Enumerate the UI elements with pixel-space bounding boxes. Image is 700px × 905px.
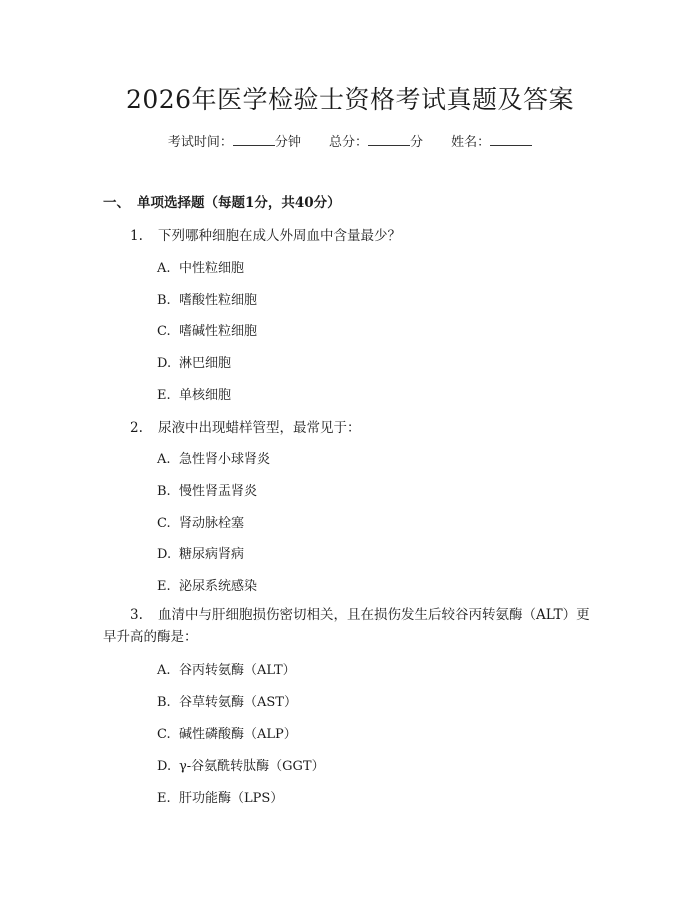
option-text: 肝功能酶（LPS）: [179, 791, 284, 806]
option-2a: [157, 448, 270, 467]
page-title: 2026年医学检验士资格考试真题及答案: [125, 85, 575, 114]
section-title: 单项选择题（每题1分，共40分）: [137, 195, 341, 211]
option-text: 泌尿系统感染: [179, 579, 258, 594]
option-text: 糖尿病肾病: [179, 547, 245, 562]
option-text: γ-谷氨酰转肽酶（GGT）: [179, 759, 325, 774]
option-text: 慢性肾盂肾炎: [179, 484, 258, 499]
option-1b: [157, 289, 257, 308]
option-1d: [157, 352, 231, 371]
option-text: 嗜酸性粒细胞: [179, 293, 258, 308]
option-3e: [157, 787, 283, 806]
option-letter: A.: [157, 663, 171, 678]
option-1c: [157, 320, 257, 339]
question-text: 下列哪种细胞在成人外周血中含量最少？: [158, 228, 401, 244]
option-letter: C.: [157, 324, 171, 339]
exam-time-unit: 分钟: [274, 135, 301, 150]
option-letter: E.: [157, 388, 171, 403]
option-letter: C.: [157, 727, 171, 742]
option-text: 单核细胞: [179, 388, 232, 403]
option-2d: [157, 543, 244, 562]
option-letter: D.: [157, 759, 172, 774]
question-3: [103, 604, 603, 648]
option-letter: B.: [157, 484, 171, 499]
option-text: 嗜碱性粒细胞: [179, 324, 258, 339]
question-2: [130, 416, 361, 436]
option-1e: [157, 384, 231, 403]
option-letter: A.: [157, 452, 171, 467]
option-text: 急性肾小球肾炎: [179, 452, 271, 467]
option-1a: [157, 257, 244, 276]
option-text: 肾动脉栓塞: [179, 516, 245, 531]
option-text: 淋巴细胞: [179, 356, 232, 371]
option-letter: B.: [157, 293, 171, 308]
option-3b: [157, 691, 297, 710]
student-name-field: [451, 131, 532, 150]
option-letter: E.: [157, 579, 171, 594]
option-2b: [157, 480, 257, 499]
student-name-label: 姓名：: [451, 135, 491, 150]
option-letter: D.: [157, 356, 172, 371]
section-heading: [103, 191, 341, 211]
question-1: [130, 224, 401, 244]
option-letter: E.: [157, 791, 171, 806]
total-score-field: [329, 131, 423, 150]
section-number: 一、: [103, 195, 130, 211]
question-text: 血清中与肝细胞损伤密切相关，且在损伤发生后较谷丙转氨酶（ALT）更早升高的酶是：: [103, 607, 590, 645]
total-score-blank: [368, 133, 410, 146]
option-2e: [157, 575, 257, 594]
total-score-label: 总分：: [328, 135, 368, 150]
exam-time-field: [168, 131, 301, 150]
question-text: 尿液中出现蜡样管型，最常见于：: [158, 420, 361, 436]
option-letter: A.: [157, 261, 171, 276]
option-text: 谷草转氨酶（AST）: [179, 695, 297, 710]
question-number: 3.: [130, 607, 143, 623]
option-3d: [157, 755, 325, 774]
exam-time-label: 考试时间：: [167, 135, 233, 150]
option-letter: B.: [157, 695, 171, 710]
option-3c: [157, 723, 297, 742]
option-text: 中性粒细胞: [179, 261, 245, 276]
option-2c: [157, 512, 244, 531]
option-text: 谷丙转氨酶（ALT）: [179, 663, 296, 678]
option-letter: D.: [157, 547, 172, 562]
option-text: 碱性磷酸酶（ALP）: [179, 727, 297, 742]
question-number: 1.: [130, 228, 143, 244]
option-3a: [157, 659, 296, 678]
question-number: 2.: [130, 420, 143, 436]
exam-time-blank: [233, 133, 275, 146]
option-letter: C.: [157, 516, 171, 531]
total-score-unit: 分: [410, 135, 424, 150]
student-name-blank: [490, 133, 532, 146]
exam-meta-line: [0, 131, 700, 150]
